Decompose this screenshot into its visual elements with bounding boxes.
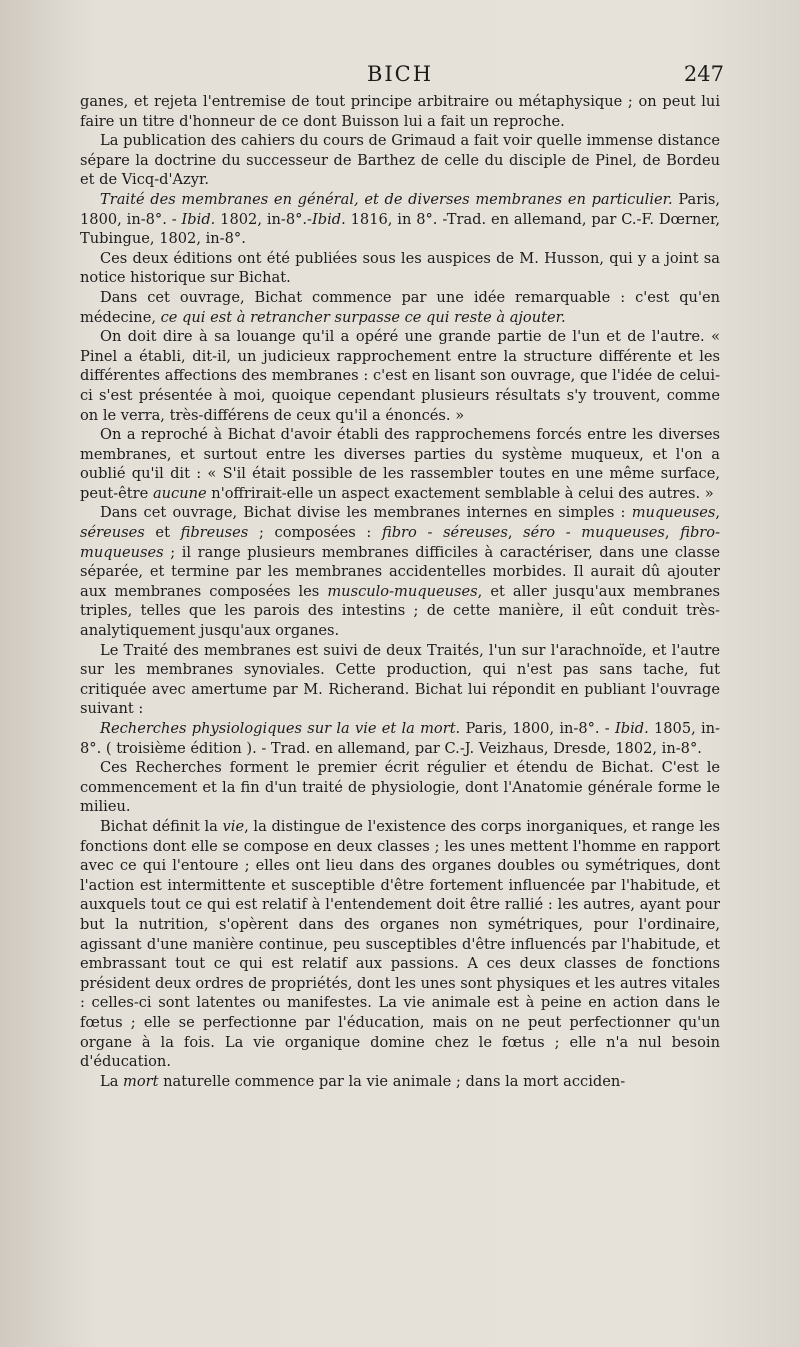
italic-text: aucune	[152, 484, 207, 502]
text-segment: 1802, in-8°.-	[215, 210, 312, 228]
text-segment: ganes, et rejeta l'entremise de tout principe arbitraire ou métaphysique ; on peut lui faire un titre d'honneur de ce dont Buisson lui a fait un reproche.	[80, 93, 720, 130]
text-segment: 1816, in 8°. -Trad. en allemand, par C.-F. Dœrner, Tubingue, 1802, in-8°.	[80, 210, 720, 248]
text-segment: Dans cet ouvrage, Bichat commence par une idée remarquable : c'est qu'en médecine,	[80, 288, 720, 326]
paragraph	[80, 758, 720, 817]
text-segment: ,	[507, 524, 524, 542]
paragraph	[80, 131, 720, 190]
italic-text: mort	[123, 1072, 159, 1090]
italic-text: Ibid.	[312, 210, 346, 228]
paragraph	[80, 641, 720, 719]
text-segment: , la distingue de l'existence des corps inorganiques, et range les fonctions dont elle se compose en deux classes ; les unes mettent l'homme en rapport avec ce qui l'entoure ; elles ont lieu dans des organes doubles ou symétriques, dont l'action est intermittente et susceptible d'être fortement influencée par l'habitude, et auxquels tout ce qui est relatif à l'entendement doit être rallié : les autres, ayant pour but la nutrition, s'opèrent dans des organes non symétriques, pour l'ordinaire, agissant d'une manière continue, peu susceptibles d'être influencés par l'habitude, et embrassant tout ce qui est relatif aux passions. A ces deux classes de fonctions président deux ordres de propriétés, dont les unes sont physiques et les autres vitales : celles-ci sont latentes ou manifestes. La vie animale est à peine en action dans le fœtus ; elle se perfectionne par l'éducation, mais on ne peut perfectionner qu'un organe à la fois. La vie organique domine chez le fœtus ; elle n'a nul besoin d'éducation.	[80, 817, 720, 1071]
paragraph	[80, 425, 720, 503]
text-segment: et	[144, 524, 181, 542]
text-segment: Paris, 1800, in-8°. -	[80, 190, 720, 228]
italic-text: Recherches physiologiques sur la vie et la mort.	[100, 720, 461, 737]
italic-text: séro - muqueuses	[523, 524, 665, 542]
text-segment: Dans cet ouvrage, Bichat divise les membranes internes en simples :	[100, 504, 632, 522]
italic-text: Ibid.	[181, 210, 216, 228]
italic-text: musculo-muqueuses	[327, 582, 478, 600]
paragraph	[80, 92, 720, 131]
paragraph	[80, 503, 720, 640]
paragraph	[80, 249, 720, 288]
text-segment: On a reproché à Bichat d'avoir établi des rapprochemens forcés entre les diverses membranes, et surtout entre les diverses parties du système muqueux, et l'on a oublié qu'il dit : « S'il était possible de les rassembler toutes en une même surface, peut-être	[80, 426, 720, 502]
text-segment: Ces deux éditions ont été publiées sous les auspices de M. Husson, qui y a joint sa notice historique sur Bichat.	[80, 249, 720, 287]
text-segment: 1805, in-8°. ( troisième édition ). - Trad. en allemand, par C.-J. Veizhaus, Dresde, 1802, in-8°.	[80, 720, 720, 757]
paragraph	[80, 719, 720, 758]
body-text	[80, 92, 720, 1091]
paragraph	[80, 190, 720, 249]
italic-text: fibreuses	[180, 524, 249, 542]
text-segment: naturelle commence par la vie animale ; dans la mort acciden-	[158, 1072, 626, 1090]
italic-text: ce qui est à retrancher surpasse ce qui reste à ajouter.	[160, 308, 566, 326]
italic-text: muqueuses	[631, 504, 716, 522]
italic-text: Traité des membranes en général, et de diverses membranes en particulier.	[100, 190, 673, 208]
text-segment: La	[100, 1072, 124, 1090]
page-number: 247	[683, 62, 724, 86]
text-segment: Le Traité des membranes est suivi de deux Traités, l'un sur l'arachnoïde, et l'autre sur les membranes synoviales. Cette production, qui n'est pas sans tache, fut critiquée avec amertume par M. Richerand. Bichat lui répondit en publiant l'ouvrage suivant :	[80, 641, 720, 718]
text-segment: La publication des cahiers du cours de Grimaud a fait voir quelle immense distance sépare la doctrine du successeur de Barthez de celle du disciple de Pinel, de Bordeu et de Vicq-d'Azyr.	[80, 132, 720, 189]
italic-text: vie	[222, 817, 245, 835]
italic-text: séreuses	[80, 524, 145, 542]
paragraph	[80, 327, 720, 425]
text-segment: ; il range plusieurs membranes difficiles à caractériser, dans une classe séparée, et termine par les membranes accidentelles morbides. Il aurait dû ajouter aux membranes composées les	[80, 543, 720, 600]
paragraph	[80, 817, 720, 1072]
text-segment: ; composées :	[248, 524, 382, 542]
paragraph	[80, 288, 720, 327]
text-segment: Paris, 1800, in-8°. -	[460, 720, 615, 737]
text-segment: n'offrirait-elle un aspect exactement semblable à celui des autres. »	[206, 484, 714, 502]
text-segment: ,	[664, 524, 681, 542]
italic-text: Ibid.	[614, 720, 649, 737]
running-head: BICH	[366, 62, 434, 86]
text-segment: On doit dire à sa louange qu'il a opéré une grande partie de l'un et de l'autre. « Pinel a établi, dit-il, un judicieux rapprochement entre la structure différente et les différentes affections des membranes : c'est en lisant son ouvrage, que l'idée de celui-ci s'est présentée à moi, quoique cependant plusieurs résultats s'y trouvent, comme on le verra, très-différens de ceux qu'il a énoncés. »	[80, 328, 720, 424]
italic-text: fibro - séreuses	[381, 524, 508, 542]
text-segment: ,	[715, 504, 720, 522]
text-segment: Bichat définit la	[100, 817, 223, 835]
text-segment: Ces Recherches forment le premier écrit régulier et étendu de Bichat. C'est le commencement et la fin d'un traité de physiologie, dont l'Anatomie générale forme le milieu.	[80, 759, 720, 816]
italic-text: fibro-muqueuses	[80, 524, 721, 561]
page-header	[80, 62, 724, 92]
paragraph	[80, 1072, 720, 1092]
text-segment: , et aller jusqu'aux membranes triples, telles que les parois des intestins ; de cette manière, il eût conduit très-analytiquement jusqu'aux organes.	[80, 582, 720, 640]
